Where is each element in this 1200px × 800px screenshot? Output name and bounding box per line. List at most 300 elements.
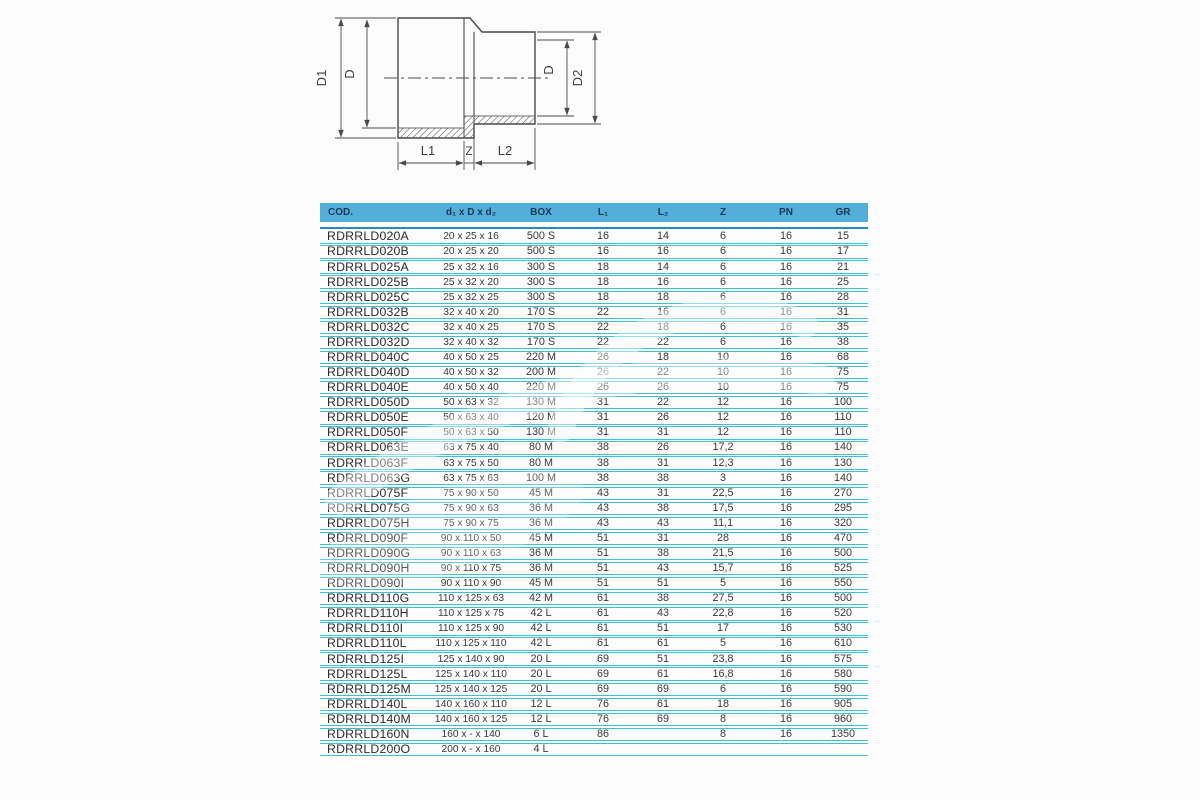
table-row [320,502,868,515]
technical-drawing [300,2,610,186]
cell-box: 4 L [533,743,549,756]
cell-pn: 16 [779,335,792,348]
cell-gr: 530 [833,622,852,635]
cell-cod: RDRRLD090I [327,576,405,591]
cell-l1: 18 [596,275,609,288]
cell-cod: RDRRLD125L [327,666,408,681]
cell-gr: 270 [833,486,852,499]
cell-z: 5 [719,577,726,590]
cell-l1: 61 [596,622,609,635]
cell-dim: 75 x 90 x 50 [443,487,499,499]
cell-dim: 75 x 90 x 63 [443,502,499,514]
cell-z: 6 [719,230,726,243]
cell-z: 6 [719,305,726,318]
cell-l1: 16 [596,245,609,258]
cell-gr: 17 [836,245,849,258]
column-header-l2: L₂ [657,207,669,218]
cell-z: 10 [716,381,729,394]
cell-l1: 38 [596,441,609,454]
cell-l2: 16 [656,275,669,288]
cell-cod: RDRRLD125M [327,681,412,696]
cell-l1: 26 [596,351,609,363]
cell-l2: 38 [656,592,669,605]
cell-dim: 63 x 75 x 50 [443,457,499,469]
label-d1: D1 [314,69,329,87]
cell-gr: 15 [836,230,849,243]
cell-l2: 69 [656,712,669,725]
cell-gr: 130 [833,456,852,469]
cell-gr: 500 [833,592,852,605]
cell-l2: 51 [656,577,669,590]
cell-z: 28 [716,531,729,544]
cell-dim: 140 x 160 x 125 [434,713,508,725]
table-row [320,713,868,726]
cell-cod: RDRRLD063E [327,440,409,455]
table-row [320,456,868,469]
label-l1: L1 [420,143,436,158]
cell-cod: RDRRLD110L [327,636,407,651]
cell-cod: RDRRLD040C [327,350,410,364]
cell-l1: 61 [596,592,609,605]
cell-cod: RDRRLD032C [327,319,410,334]
cell-z: 17,2 [712,441,734,454]
fitting-body-outline [384,18,552,138]
cell-pn: 16 [779,712,792,725]
cell-z: 22,8 [712,607,734,620]
cell-l1: 61 [596,637,609,650]
cell-dim: 75 x 90 x 75 [443,517,499,529]
cell-pn: 16 [779,275,792,288]
cell-cod: RDRRLD090G [327,546,411,561]
cell-cod: RDRRLD125I [327,651,405,666]
cell-box: 80 M [528,456,553,469]
cell-l2: 26 [656,411,669,424]
cell-pn: 16 [779,516,792,529]
cell-cod: RDRRLD050E [327,410,409,425]
cell-pn: 16 [779,592,792,605]
cell-box: 36 M [528,547,553,560]
table-row [320,562,868,575]
column-header-z: Z [719,207,727,218]
cell-pn: 16 [779,622,792,635]
cell-pn: 16 [779,607,792,620]
cell-l2: 22 [656,335,669,348]
product-table [320,203,868,756]
cell-pn: 16 [779,426,792,439]
cell-box: 120 M [525,411,556,424]
cell-dim: 90 x 110 x 75 [440,563,502,575]
cell-l1: 31 [596,411,609,424]
cell-l1: 76 [596,697,609,710]
cell-gr: 575 [833,652,852,665]
cell-l1: 31 [596,426,609,439]
table-row [320,667,868,680]
table-row [320,622,868,635]
cell-box: 220 M [525,351,556,363]
cell-z: 12 [716,426,729,439]
cell-dim: 63 x 75 x 40 [443,442,499,454]
cell-z: 6 [719,275,726,288]
cell-l1: 16 [596,230,609,243]
cell-l1: 22 [596,335,609,348]
cell-box: 20 L [530,652,552,665]
cell-l2: 26 [656,381,669,394]
table-row [320,381,868,394]
cell-l1: 69 [596,682,609,695]
column-header-cod: COD. [328,207,353,218]
cell-pn: 16 [779,351,792,363]
table-row [320,291,868,304]
cell-gr: 68 [836,351,849,363]
cell-box: 45 M [528,577,553,590]
cell-box: 100 M [525,471,556,484]
cell-cod: RDRRLD032D [327,334,410,349]
cell-cod: RDRRLD090F [327,530,409,545]
table-row [320,245,868,258]
cell-l2: 31 [656,486,669,499]
cell-box: 300 S [526,275,556,288]
cell-box: 170 S [526,335,556,348]
cell-pn: 16 [779,486,792,499]
cell-z: 8 [719,712,726,725]
cell-gr: 610 [833,637,852,650]
cell-l2: 43 [656,516,669,529]
cell-z: 27,5 [712,592,734,605]
cell-l2: 38 [656,471,669,484]
cell-pn: 16 [779,547,792,560]
cell-pn: 16 [779,652,792,665]
cell-dim: 50 x 63 x 50 [443,427,499,439]
cell-gr: 75 [836,381,849,394]
column-header-pn: PN [779,207,793,218]
cell-box: 36 M [528,501,553,514]
cell-z: 18 [716,697,729,710]
cell-z: 16,8 [712,667,734,680]
table-row [320,547,868,560]
cell-l2: 16 [656,245,669,258]
cell-box: 20 L [530,682,552,695]
table-row [320,743,868,756]
label-l2: L2 [497,143,513,158]
table-row [320,607,868,620]
cell-cod: RDRRLD140M [327,711,412,726]
cell-pn: 16 [779,230,792,243]
cell-dim: 40 x 50 x 32 [443,367,499,379]
cell-gr: 110 [834,411,852,424]
cell-pn: 16 [779,441,792,454]
table-row [320,577,868,590]
cell-dim: 32 x 40 x 20 [443,306,499,318]
cell-box: 500 S [526,230,556,243]
cell-cod: RDRRLD160N [327,726,410,741]
dimension-d-right [537,40,574,116]
cell-l1: 38 [596,471,609,484]
cell-gr: 470 [833,531,852,544]
cell-l2: 51 [656,622,669,635]
table-body [320,231,868,756]
cell-dim: 140 x 160 x 110 [435,698,507,710]
cell-l2: 18 [656,290,669,303]
cell-l1: 86 [596,727,609,740]
cell-dim: 32 x 40 x 32 [443,336,499,348]
cell-l1: 38 [596,456,609,469]
cell-gr: 550 [833,577,852,590]
cell-l1: 51 [596,577,609,590]
cell-pn: 16 [779,562,792,575]
cell-pn: 16 [779,260,792,273]
cell-gr: 38 [836,335,849,348]
cell-gr: 110 [834,426,852,439]
cell-cod: RDRRLD040E [327,380,409,395]
cell-pn: 16 [779,366,792,379]
cell-cod: RDRRLD110G [327,591,410,606]
cell-box: 42 L [530,607,552,620]
cell-l2: 43 [656,562,669,575]
cell-gr: 35 [836,320,849,333]
cell-box: 200 M [525,366,556,379]
table-row [320,411,868,424]
cell-l2: 26 [656,441,669,454]
cell-z: 10 [716,366,729,379]
cell-gr: 25 [836,275,849,288]
cell-dim: 90 x 110 x 50 [440,532,502,544]
column-header-box: BOX [530,207,552,218]
cell-z: 6 [719,260,726,273]
cell-l2: 22 [656,366,669,379]
cell-z: 15,7 [712,562,734,575]
cell-z: 17 [716,622,729,635]
cell-box: 300 S [526,260,556,273]
cell-pn: 16 [779,456,792,469]
cell-l1: 69 [596,652,609,665]
cell-z: 6 [719,682,726,695]
cell-l1: 26 [596,366,609,379]
hatch-wall-left [398,128,464,138]
cell-z: 12 [716,411,729,424]
cell-pn: 16 [779,396,792,409]
cell-l1: 51 [596,531,609,544]
cell-dim: 32 x 40 x 25 [443,321,499,333]
cell-box: 170 S [526,305,556,318]
cell-l2: 16 [656,305,669,318]
cell-dim: 160 x - x 140 [441,728,501,740]
cell-dim: 110 x 125 x 63 [437,593,505,605]
cell-box: 500 S [526,245,556,258]
cell-pn: 16 [779,471,792,484]
cell-l1: 69 [596,667,609,680]
table-row [320,441,868,454]
cell-z: 3 [719,471,726,484]
hatch-wall-right [474,116,535,124]
cell-pn: 16 [779,667,792,680]
cell-box: 42 L [530,622,552,635]
cell-box: 130 M [525,396,556,409]
cell-gr: 1350 [830,727,856,740]
cell-dim: 50 x 63 x 40 [443,412,499,424]
table-row [320,426,868,439]
cell-cod: RDRRLD032B [327,304,409,319]
cell-z: 17,5 [712,501,734,514]
cell-l1: 18 [596,260,609,273]
cell-box: 220 M [525,381,556,394]
cell-gr: 75 [836,366,849,379]
table-row [320,260,868,273]
cell-l1: 43 [596,516,609,529]
cell-z: 6 [719,335,726,348]
cell-box: 300 S [526,290,556,303]
cell-box: 36 M [528,516,553,529]
cell-l2: 43 [656,607,669,620]
cell-z: 10 [716,351,729,363]
cell-l2: 14 [656,260,669,273]
table-row [320,592,868,605]
cell-z: 6 [719,290,726,303]
cell-l2: 69 [656,682,669,695]
cell-cod: RDRRLD200O [327,742,411,757]
hatch-wall-step [464,116,474,138]
cell-pn: 16 [779,411,792,424]
cell-z: 21,5 [712,547,734,560]
cell-gr: 140 [833,441,852,454]
cell-cod: RDRRLD025B [327,274,409,289]
cell-l1: 31 [596,396,609,409]
cell-box: 12 L [530,697,552,710]
cell-dim: 25 x 32 x 16 [443,261,499,273]
cell-gr: 520 [833,607,852,620]
cell-pn: 16 [779,577,792,590]
cell-z: 22,5 [712,486,734,499]
cell-l2: 18 [656,320,669,333]
cell-gr: 580 [833,667,852,680]
cell-cod: RDRRLD110I [327,621,404,636]
cell-box: 36 M [528,562,553,575]
cell-pn: 16 [779,727,792,740]
cell-dim: 90 x 110 x 90 [440,578,502,590]
cell-z: 6 [719,245,726,258]
cell-box: 80 M [528,441,553,454]
cell-dim: 125 x 140 x 90 [437,653,505,665]
cell-pn: 16 [779,531,792,544]
table-row [320,366,868,379]
cell-cod: RDRRLD075F [327,485,409,500]
cell-box: 20 L [530,667,552,680]
table-row [320,275,868,288]
cell-pn: 16 [779,245,792,258]
cell-gr: 21 [836,260,849,273]
cell-cod: RDRRLD075H [327,515,410,530]
cell-dim: 25 x 32 x 25 [443,291,499,303]
cell-box: 42 M [528,592,553,605]
cell-l2: 18 [656,351,669,363]
cell-pn: 16 [779,697,792,710]
cell-gr: 31 [836,305,849,318]
cell-gr: 320 [833,516,852,529]
cell-dim: 40 x 50 x 40 [443,382,499,394]
cell-pn: 16 [779,637,792,650]
cell-box: 130 M [525,426,556,439]
cell-cod: RDRRLD020A [327,229,409,244]
cell-gr: 100 [833,396,852,409]
cell-l1: 18 [596,290,609,303]
cell-gr: 140 [833,471,852,484]
table-row [320,652,868,665]
cell-pn: 16 [779,290,792,303]
cell-gr: 525 [833,562,852,575]
cell-dim: 200 x - x 160 [441,744,501,756]
cell-z: 5 [719,637,726,650]
label-d-left: D [342,69,357,79]
table-row [320,306,868,319]
cell-cod: RDRRLD050F [327,425,409,440]
table-row [320,231,868,243]
cell-gr: 590 [833,682,852,695]
cell-z: 8 [719,727,726,740]
cell-z: 6 [719,320,726,333]
cell-l2: 31 [656,426,669,439]
cell-dim: 90 x 110 x 63 [440,548,502,560]
cell-l2: 31 [656,456,669,469]
cell-z: 12,3 [712,456,734,469]
cell-l2: 61 [656,637,669,650]
cell-cod: RDRRLD040D [327,365,410,380]
column-header-dim: d₁ x D x d₂ [445,207,497,218]
cell-cod: RDRRLD063G [327,470,411,485]
cell-l2: 61 [656,697,669,710]
cell-dim: 110 x 125 x 110 [435,638,507,650]
cell-cod: RDRRLD063F [327,455,409,470]
table-row [320,336,868,349]
cell-dim: 110 x 125 x 75 [437,608,505,620]
table-row [320,637,868,650]
cell-l2: 22 [656,396,669,409]
cell-l1: 51 [596,547,609,560]
cell-l1: 51 [596,562,609,575]
cell-box: 170 S [526,320,556,333]
cell-l1: 26 [596,381,609,394]
cell-box: 42 L [530,637,552,650]
table-row [320,698,868,711]
table-header [320,203,868,222]
cell-pn: 16 [779,305,792,318]
cell-cod: RDRRLD050D [327,395,410,410]
cell-z: 11,1 [712,516,734,529]
cell-cod: RDRRLD020B [327,244,409,259]
cell-pn: 16 [779,682,792,695]
cell-l1: 43 [596,501,609,514]
cell-box: 45 M [528,486,553,499]
table-row [320,351,868,364]
label-z: Z [465,146,473,158]
cell-dim: 63 x 75 x 63 [443,472,499,484]
cell-dim: 40 x 50 x 25 [443,352,499,363]
cell-pn: 16 [779,320,792,333]
cell-l2: 61 [656,667,669,680]
cell-dim: 25 x 32 x 20 [443,276,499,288]
label-d2: D2 [570,69,585,87]
cell-l2: 51 [656,652,669,665]
cell-l2: 31 [656,531,669,544]
cell-cod: RDRRLD025A [327,259,409,274]
cell-box: 12 L [530,712,552,725]
cell-dim: 110 x 125 x 90 [437,623,505,635]
cell-cod: RDRRLD090H [327,561,410,576]
cell-cod: RDRRLD140L [327,696,408,711]
table-row [320,532,868,545]
column-header-l1: L₁ [597,207,609,218]
cell-cod: RDRRLD025C [327,289,410,304]
table-row [320,517,868,530]
cell-l2: 14 [656,230,669,243]
